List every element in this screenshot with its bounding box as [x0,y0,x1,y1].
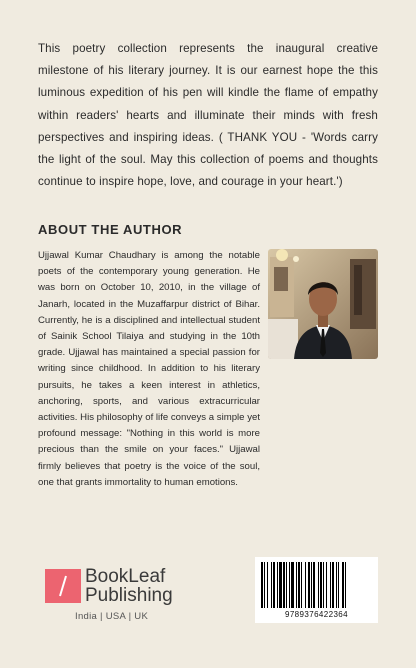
barcode-bar [320,562,322,608]
author-photo [268,249,378,359]
barcode-bar [326,562,327,608]
author-bio: Ujjawal Kumar Chaudhary is among the notable poets of the contemporary young generation. He was born on October 10, 2010, in the village of Janarh, located in the Muzaffarpur district of Bihar. Currently, he is a disciplined and intellectual student of Sainik School Tilaiya and studying in the 10th grade. Ujjawal has maintained a special passion for writing since childhood. In addition to his literary pursuits, he takes a keen interest in athletics, anchoring, sports, and various extracurricular activities. His philosophy of life conveys a simple yet profound message: "Nothing in this world is more precious than the smile on your faces." Ujjawal firmly believes that poetry is the voice of the soul, one that grants immortality to human emotions. [38,250,260,488]
barcode-bar [311,562,312,608]
barcode-bar [267,562,268,608]
barcode-bar [305,562,306,608]
barcode-bar [283,562,285,608]
barcode-bar [323,562,324,608]
barcode-bar [277,562,278,608]
barcode-bar [286,562,287,608]
barcode-bar [264,562,265,608]
barcode-bars [260,562,373,608]
barcode-bar [330,562,331,608]
barcode-bar [345,562,346,608]
barcode-bar [336,562,337,608]
publisher-name-line2: Publishing [85,585,173,606]
isbn-number: 9789376422364 [284,610,349,619]
barcode-bar [338,562,339,608]
about-author-heading: ABOUT THE AUTHOR [38,222,183,237]
barcode-bar [342,562,344,608]
barcode-bar [313,562,315,608]
barcode-bar [318,562,319,608]
barcode-bar [271,562,272,608]
isbn-barcode [255,557,378,623]
barcode-bar [261,562,263,608]
barcode-bar [332,562,334,608]
barcode-bar [301,562,302,608]
barcode-bar [289,562,290,608]
publisher-regions: India | USA | UK [75,611,149,622]
barcode-bar [273,562,275,608]
publisher-name-line1: BookLeaf [85,566,166,587]
barcode-bar [296,562,297,608]
barcode-bar [291,562,294,608]
barcode-bar [308,562,310,608]
back-cover-blurb: This poetry collection represents the inaugural creative milestone of his literary journey. It is our earnest hope the this luminous expedition of his pen will kindle the flame of empathy within readers' hearts and illuminate their minds with fresh perspectives and inspiring ideas. ( THANK YOU - 'Words carry the light of the soul. May this collection of poems and thoughts continue to inspire hope, love, and courage in your heart.') [38,42,378,189]
barcode-bar [298,562,300,608]
barcode-bar [279,562,282,608]
publisher-logo-mark [45,569,81,603]
